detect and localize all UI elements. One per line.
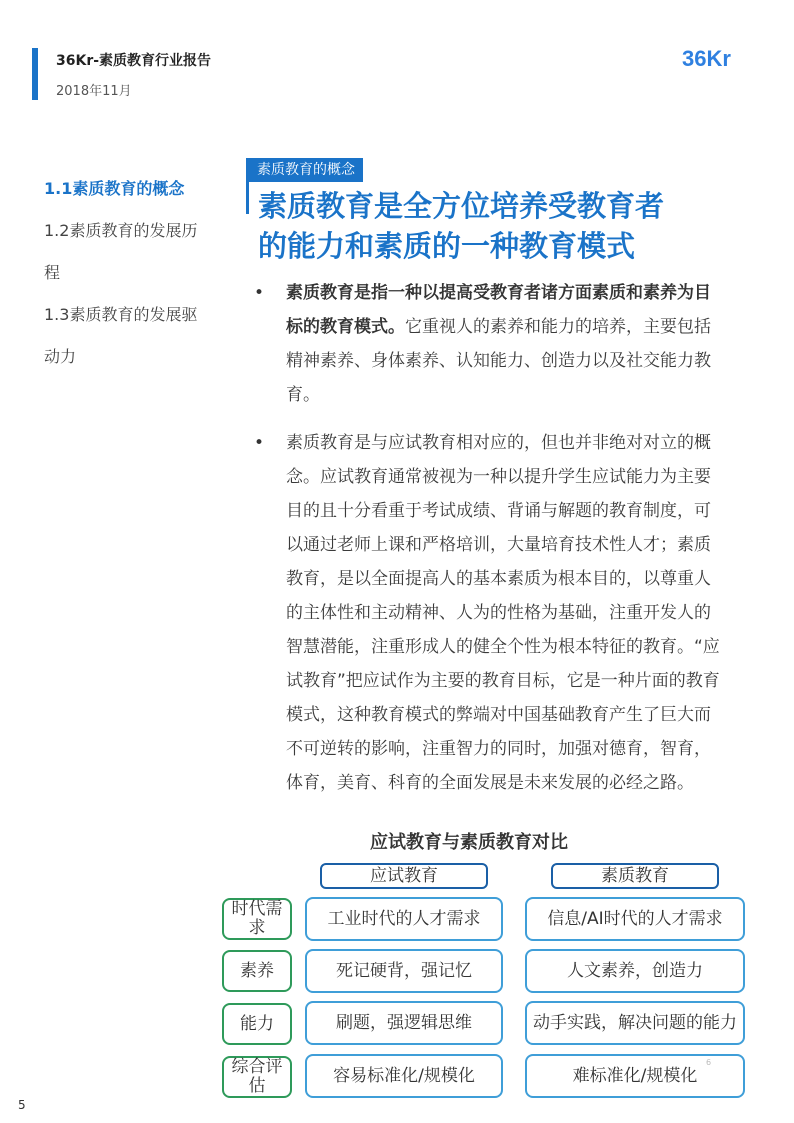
bullet-item [254,276,724,412]
cell-quality-era: 信息/AI时代的人才需求 [525,897,745,941]
bullet-dot-icon: • [254,283,265,303]
nav-item-concept[interactable]: 1.1素质教育的概念 [44,179,185,198]
bullet-item [254,426,724,800]
cell-exam-assessment: 容易标准化/规模化 [305,1054,503,1098]
row-label-assessment: 综合评估 [222,1056,292,1098]
nav-item-drivers-cont[interactable]: 动力 [44,347,77,366]
36kr-logo [680,40,766,96]
cell-exam-ability: 刷题，强逻辑思维 [305,1001,503,1045]
page-number: 5 [18,1098,26,1112]
bullet-list [254,276,724,814]
heading-line-1: 素质教育是全方位培养受教育者 [258,189,665,223]
comparison-title: 应试教育与素质教育对比 [370,832,568,853]
bullet-dot-icon: • [254,433,265,453]
nav-item-history[interactable]: 1.2素质教育的发展历 [44,221,198,240]
section-nav [44,168,224,378]
row-label-literacy: 素养 [222,950,292,992]
column-header-exam: 应试教育 [320,863,488,889]
bullet-bold-text: 素质教育是指一种以提高受教育者诸方面素质和素养为目标的教育模式。 [286,283,711,337]
logo-36: 36Kr [682,46,731,71]
heading-line-2: 的能力和素质的一种教育模式 [258,229,636,263]
report-date: 2018年11月 [56,84,132,99]
section-tag: 素质教育的概念 [249,158,363,182]
cell-exam-literacy: 死记硬背，强记忆 [305,949,503,993]
cell-quality-literacy: 人文素养，创造力 [525,949,745,993]
column-header-quality: 素质教育 [551,863,719,889]
nav-item-history-cont[interactable]: 程 [44,263,61,282]
row-label-era: 时代需求 [222,898,292,940]
bullet-text: 素质教育是与应试教育相对应的，但也并非绝对对立的概念。应试教育通常被视为一种以提升学生应试能力为主要目的且十分看重于考试成绩、背诵与解题的教育制度，可以通过老师上课和严格培训，大量培育技术性人才；素质教育，是以全面提高人的基本素质为根本目的，以尊重人的主体性和主动精神、人为的性格为基础，注重开发人的智慧潜能，注重形成人的健全个性为根本特征的教育。“应试教育”把应试作为主要的教育目标，它是一种片面的教育模式，这种教育模式的弊端对中国基础教育产生了巨大而不可逆转的影响，注重智力的同时，加强对德育，智育，体育，美育、科育的全面发展是未来发展的必经之路。 [286,433,720,793]
nav-item-drivers[interactable]: 1.3素质教育的发展驱 [44,305,198,324]
header-accent-bar [32,48,38,100]
cell-quality-assessment: 难标准化/规模化 [525,1054,745,1098]
faint-page-mark: 6 [706,1058,712,1067]
section-heading [258,186,738,266]
bullet-text: 它重视人的素养和能力的培养，主要包括精神素养、身体素养、认知能力、创造力以及社交能力教育。 [286,317,711,405]
cell-exam-era: 工业时代的人才需求 [305,897,503,941]
cell-quality-ability: 动手实践，解决问题的能力 [525,1001,745,1045]
report-title: 36Kr-素质教育行业报告 [56,53,212,69]
row-label-ability: 能力 [222,1003,292,1045]
